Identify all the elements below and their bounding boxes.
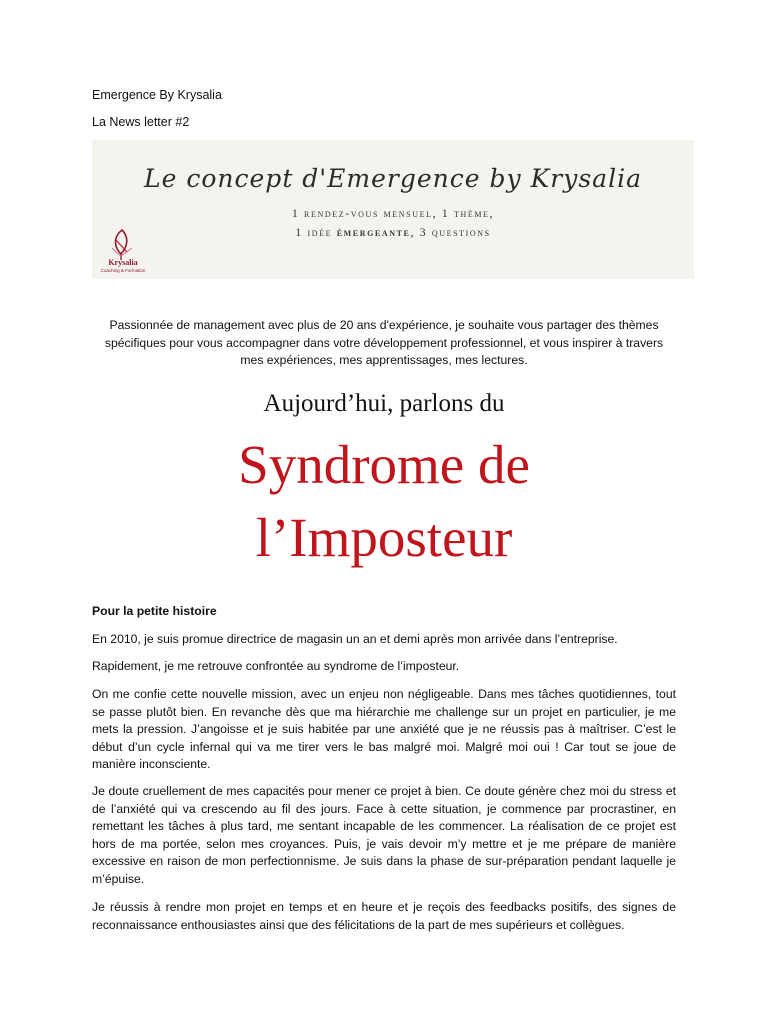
- today-heading: Aujourd’hui, parlons du: [263, 390, 505, 417]
- logo-tagline: Coaching & Formation: [100, 268, 146, 273]
- concept-banner: [92, 140, 694, 279]
- newsletter-brand: Emergence By Krysalia: [92, 88, 222, 102]
- paragraph-2: Rapidement, je me retrouve confrontée au syndrome de l’imposteur.: [92, 659, 460, 673]
- banner-line-2-end: , 3 questions: [410, 225, 491, 239]
- logo-name: Krysalia: [108, 258, 138, 267]
- paragraph-1: En 2010, je suis promue directrice de magasin un an et demi après mon arrivée dans l’entreprise.: [92, 632, 618, 646]
- section-title: Pour la petite histoire: [92, 604, 217, 618]
- paragraph-4: Je doute cruellement de mes capacités pour mener ce projet à bien. Ce doute génère chez moi du stress et de l’anxiété qui va crescendo au fil des jours. Face à cette situation, je commence par procrastiner, en remettant les tâches à plus tard, me sentant incapable de les commencer. La réalisation de ce projet est hors de ma portée, selon mes croyances. Puis, je vais devoir m’y mettre et je me prépare de manière excessive en raison de mon perfectionnisme. Je suis dans la phase de sur-préparation pendant laquelle je m’épuise.: [92, 784, 676, 886]
- intro-paragraph: Passionnée de management avec plus de 20 ans d'expérience, je souhaite vous partager des thèmes spécifiques pour vous accompagner dans votre développement professionnel, et vous inspirer à travers mes expériences, mes apprentissages, mes lectures.: [104, 318, 664, 367]
- headline-line-2: l’Imposteur: [255, 507, 513, 568]
- banner-line-2-bold: émergeante: [336, 225, 411, 239]
- banner-line-2: [92, 225, 694, 240]
- banner-line-1: 1 rendez-vous mensuel, 1 thème,: [291, 206, 495, 220]
- paragraph-5: Je réussis à rendre mon projet en temps et en heure et je reçois des feedbacks positifs, des signes de reconnaissance enthousiastes ainsi que des félicitations de la part de mes supérieurs et collègues.: [92, 900, 676, 932]
- headline-line-1: Syndrome de: [238, 434, 530, 495]
- banner-line-2-start: 1 idée: [295, 225, 337, 239]
- paragraph-3: On me confie cette nouvelle mission, avec un enjeu non négligeable. Dans mes tâches quotidiennes, tout se passe plutôt bien. En revanche dès que ma hiérarchie me challenge sur un projet en particulier, je me mets la pression. J’angoisse et je suis habitée par une anxiété que je ne réussis pas à maîtriser. C’est le début d’un cycle infernal qui va me tirer vers le bas malgré moi. Malgré moi oui ! Car tout se joue de manière inconsciente.: [92, 687, 676, 771]
- newsletter-issue: La News letter #2: [92, 115, 190, 129]
- banner-title: Le concept d'Emergence by Krysalia: [144, 164, 642, 193]
